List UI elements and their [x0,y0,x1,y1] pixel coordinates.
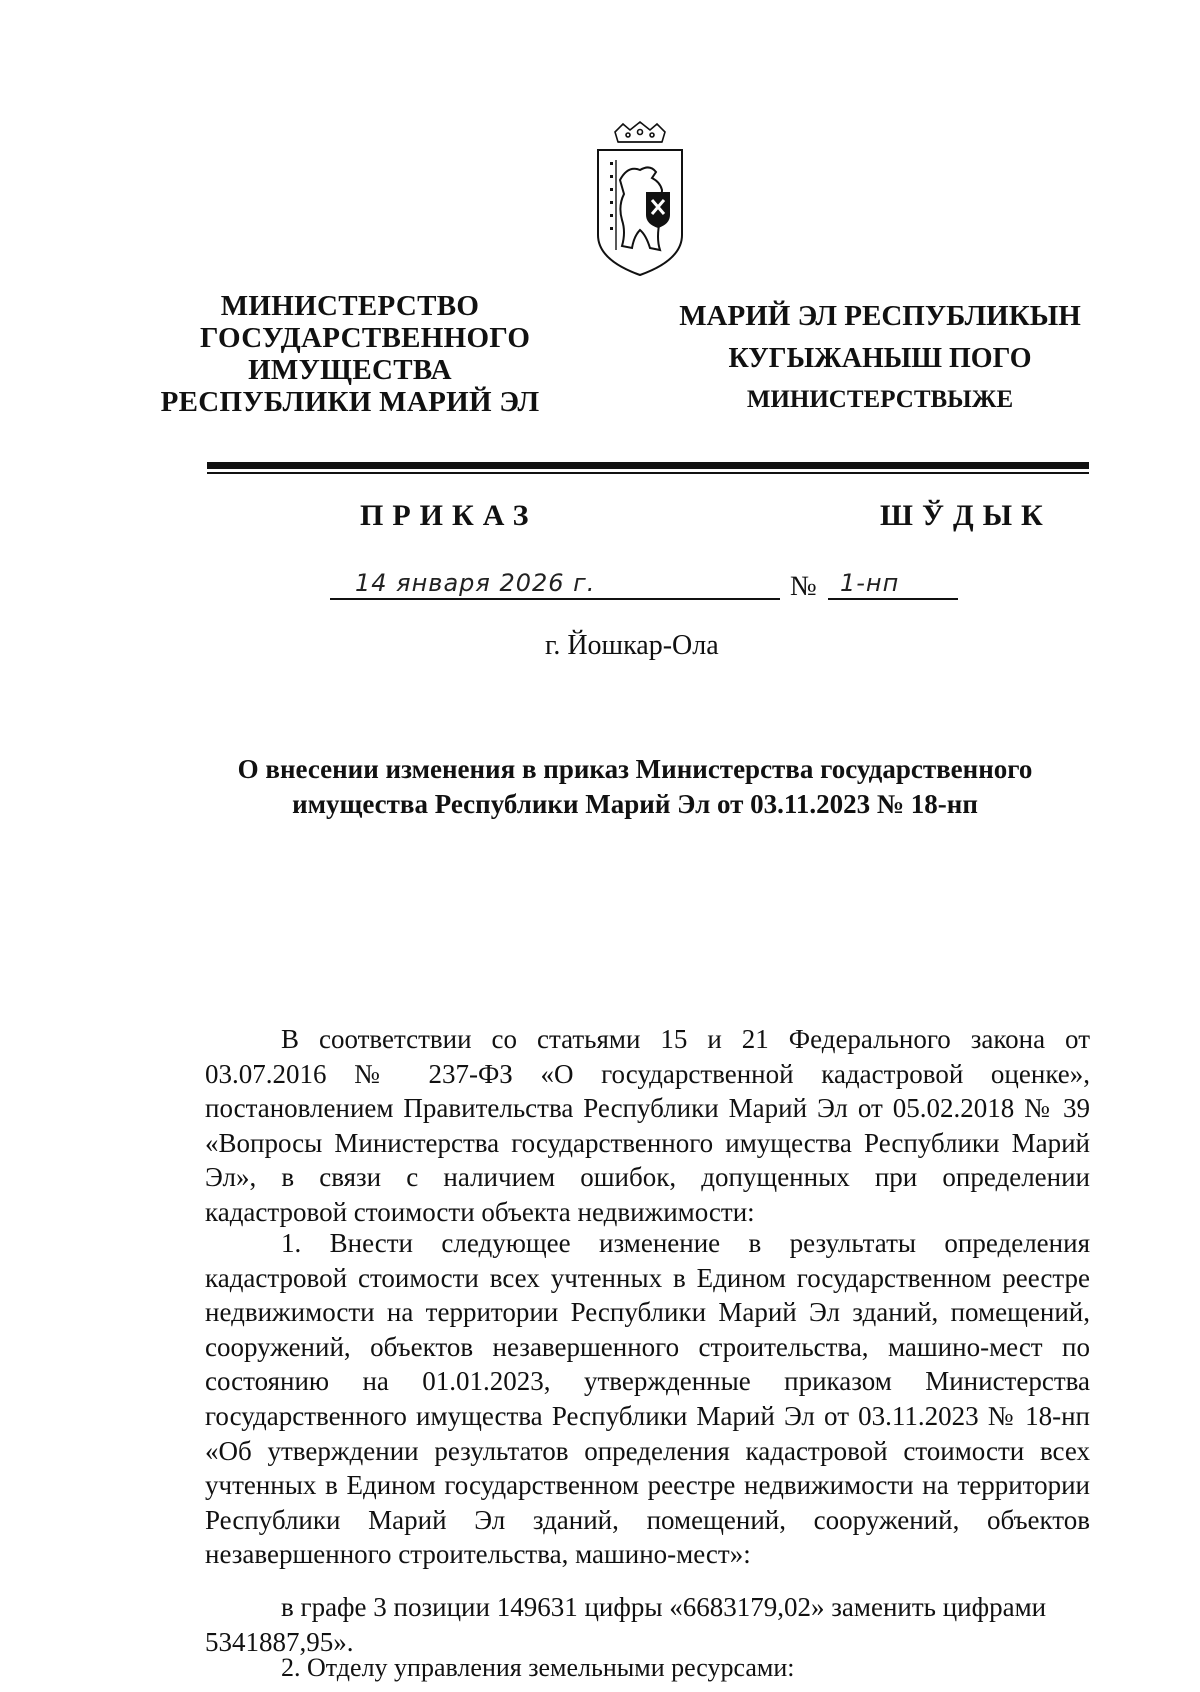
document-title-line: О внесении изменения в приказ Министерства государственного [237,754,1033,784]
body-paragraph-3-line2: 5341887,95». [205,1627,354,1657]
body-paragraph-5 [281,1680,1090,1681]
number-label: № [790,571,817,602]
body-paragraph-4: 2. Отделу управления земельными ресурсами: [281,1653,795,1682]
ministry-name-mari-line3: МИНИСТЕРСТВЫЖЕ [746,386,1014,413]
ministry-name-mari-line1: МАРИЙ ЭЛ РЕСПУБЛИКЫН [679,300,1081,332]
handwritten-order-number: 1-нп [840,569,900,597]
document-title-line: имущества Республики Марий Эл от 03.11.2023 № 18-нп [292,789,978,819]
number-underline [828,598,958,600]
ministry-name-line: ИМУЩЕСТВА [248,354,452,386]
document-title [200,752,1070,822]
order-title-mari: ШЎДЫК [880,499,1052,532]
body-paragraph-3-line1: в графе 3 позиции 149631 цифры «6683179,02» заменить цифрами [281,1592,1047,1622]
city-name: г. Йошкар-Ола [545,630,719,661]
body-paragraph-3 [281,1590,1090,1625]
header-divider-thin [207,472,1089,474]
coat-of-arms-emblem [590,120,690,280]
order-title-russian: ПРИКАЗ [360,499,538,532]
body-paragraph-1: В соответствии со статьями 15 и 21 Федерального закона от 03.07.2016 № 237-ФЗ «О государственной кадастровой оценке», постановлением Правительства Республики Марий Эл от 05.02.2018 № 39 «Вопросы Министерства государственного имущества Республики Марий Эл», в связи с наличием ошибок, допущенных при определении кадастровой стоимости объекта недвижимости: [205,1024,1090,1227]
ministry-name-mari-line2: КУГЫЖАНЫШ ПОГО [728,343,1032,374]
ministry-name-line: МИНИСТЕРСТВО [220,290,480,322]
body-paragraph-2: 1. Внести следующее изменение в результаты определения кадастровой стоимости всех учтенных в Едином государственном реестре недвижимости на территории Республики Марий Эл зданий, помещений, сооружений, объектов незавершенного строительства, машино-мест по состоянию на 01.01.2023, утвержденные приказом Министерства государственного имущества Республики Марий Эл от 03.11.2023 № 18-нп «Об утверждении результатов определения кадастровой стоимости всех учтенных в Едином государственном реестре недвижимости на территории Республики Марий Эл зданий, помещений, сооружений, объектов незавершенного строительства, машино-мест»: [205,1228,1090,1570]
ministry-name-russian [160,290,540,418]
header-divider-thick [207,462,1089,469]
date-underline [330,598,780,600]
ministry-name-line: ГОСУДАРСТВЕННОГО [200,322,531,354]
handwritten-date: 14 января 2026 г. [355,569,596,597]
ministry-name-line: РЕСПУБЛИКИ МАРИЙ ЭЛ [160,386,540,418]
